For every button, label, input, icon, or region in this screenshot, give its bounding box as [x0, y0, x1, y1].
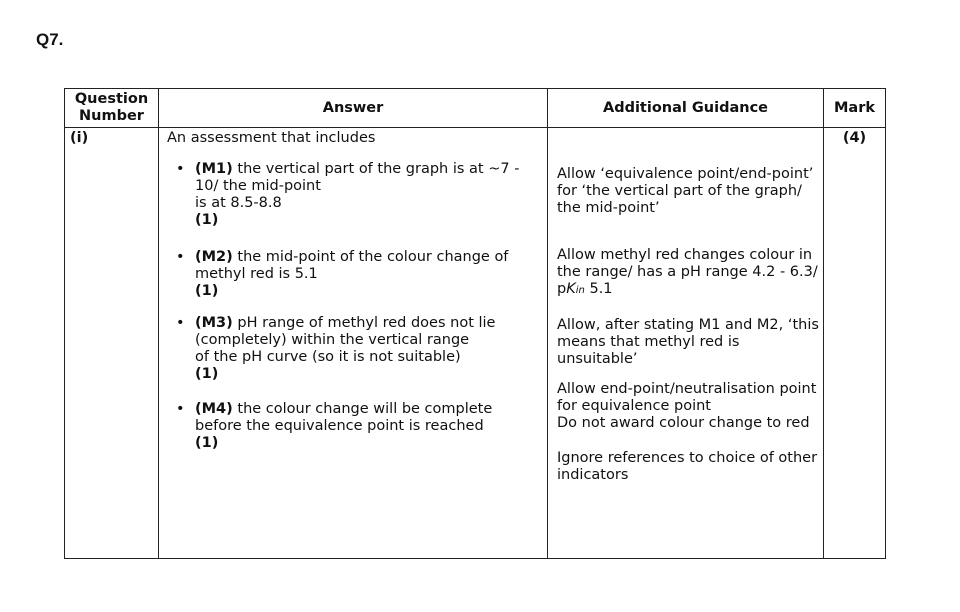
- marking-point-mark: (1): [195, 283, 219, 299]
- marking-point-text: pH range of methyl red does not lie: [237, 315, 496, 331]
- additional-guidance-cell: [548, 128, 824, 559]
- marking-point-text: the mid-point of the colour change of: [237, 249, 509, 265]
- header-mark: Mark: [824, 89, 886, 128]
- bullet-icon: •: [176, 315, 185, 331]
- marking-point-code: (M3): [195, 315, 233, 331]
- marking-point-mark: (1): [195, 435, 219, 451]
- marking-point-code: (M2): [195, 249, 233, 265]
- marking-point-mark: (1): [195, 366, 219, 382]
- guidance-ignore-indicators: Ignore references to choice of other indicators: [557, 450, 818, 483]
- guidance-unsuitable: Allow, after stating M1 and M2, ‘this means that methyl red is unsuitable’: [557, 317, 819, 367]
- marking-points-list: [167, 161, 541, 452]
- guidance-do-not-award: Do not award colour change to red: [557, 415, 810, 431]
- table-row: [65, 128, 886, 559]
- marking-point-text: of the pH curve (so it is not suitable): [195, 349, 461, 365]
- header-additional-guidance: Additional Guidance: [548, 89, 824, 128]
- marking-point-code: (M1): [195, 161, 233, 177]
- guidance-equivalence-point: Allow ‘equivalence point/end-point’ for ‘the vertical part of the graph/ the mid-point’: [557, 166, 814, 216]
- marking-point-text: before the equivalence point is reached: [195, 418, 484, 434]
- question-number-label: Q7.: [36, 30, 64, 49]
- table-header-row: [65, 89, 886, 128]
- mark-scheme-table: [64, 88, 886, 559]
- bullet-icon: •: [176, 161, 185, 177]
- marking-point-text: is at 8.5-8.8: [195, 195, 282, 211]
- marking-point-text: 10/ the mid-point: [195, 178, 321, 194]
- mark-cell: (4): [824, 128, 886, 559]
- marking-point-mark: (1): [195, 212, 219, 228]
- marking-point-text: the vertical part of the graph is at ~7 -: [237, 161, 520, 177]
- marking-point-text: the colour change will be complete: [237, 401, 493, 417]
- marking-point-text: (completely) within the vertical range: [195, 332, 470, 348]
- marking-point-m2: [167, 249, 541, 300]
- marking-point-m4: [167, 401, 541, 452]
- marking-point-m1: [167, 161, 541, 229]
- question-part-cell: (i): [65, 128, 159, 559]
- bullet-icon: •: [176, 249, 185, 265]
- answer-intro: An assessment that includes: [167, 130, 376, 146]
- guidance-end-point: Allow end-point/neutralisation point for equivalence point: [557, 381, 817, 414]
- bullet-icon: •: [176, 401, 185, 417]
- header-question-number: Question Number: [65, 89, 159, 128]
- marking-point-code: (M4): [195, 401, 233, 417]
- header-answer: Answer: [159, 89, 548, 128]
- marking-point-m3: [167, 315, 541, 383]
- answer-cell: [159, 128, 548, 559]
- guidance-methyl-red-range: Allow methyl red changes colour in the range/ has a pH range 4.2 - 6.3/ pKin 5.1: [557, 247, 818, 297]
- marking-point-text: methyl red is 5.1: [195, 266, 318, 282]
